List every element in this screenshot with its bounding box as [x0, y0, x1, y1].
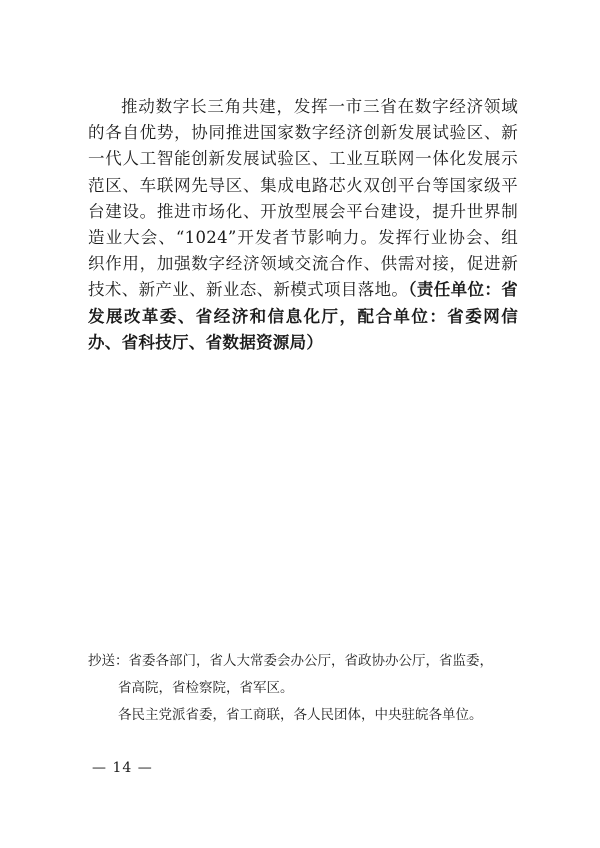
- responsibility-units: （责任单位：省发展改革委、省经济和信息化厅，配合单位：省委网信办、省科技厅、省数据资源局）: [88, 280, 518, 352]
- cc-section: [88, 648, 528, 729]
- cc-line-2: 省高院，省检察院，省军区。: [118, 680, 294, 696]
- cc-line-1: 抄送：省委各部门，省人大常委会办公厅，省政协办公厅，省监委，: [88, 653, 493, 669]
- page-number: — 14 —: [92, 760, 153, 776]
- paragraph-main-text: 推动数字长三角共建，发挥一市三省在数字经济领域的各自优势，协同推进国家数字经济创新发展试验区、新一代人工智能创新发展试验区、工业互联网一体化发展示范区、车联网先导区、集成电路芯火双创平台等国家级平台建设。推进市场化、开放型展会平台建设，提升世界制造业大会、“1024”开发者节影响力。发挥行业协会、组织作用，加强数字经济领域交流合作、供需对接，促进新技术、新产业、新业态、新模式项目落地。: [88, 97, 518, 300]
- cc-line-3: 各民主党派省委，省工商联，各人民团体，中央驻皖各单位。: [118, 707, 483, 723]
- body-paragraph: [88, 94, 518, 356]
